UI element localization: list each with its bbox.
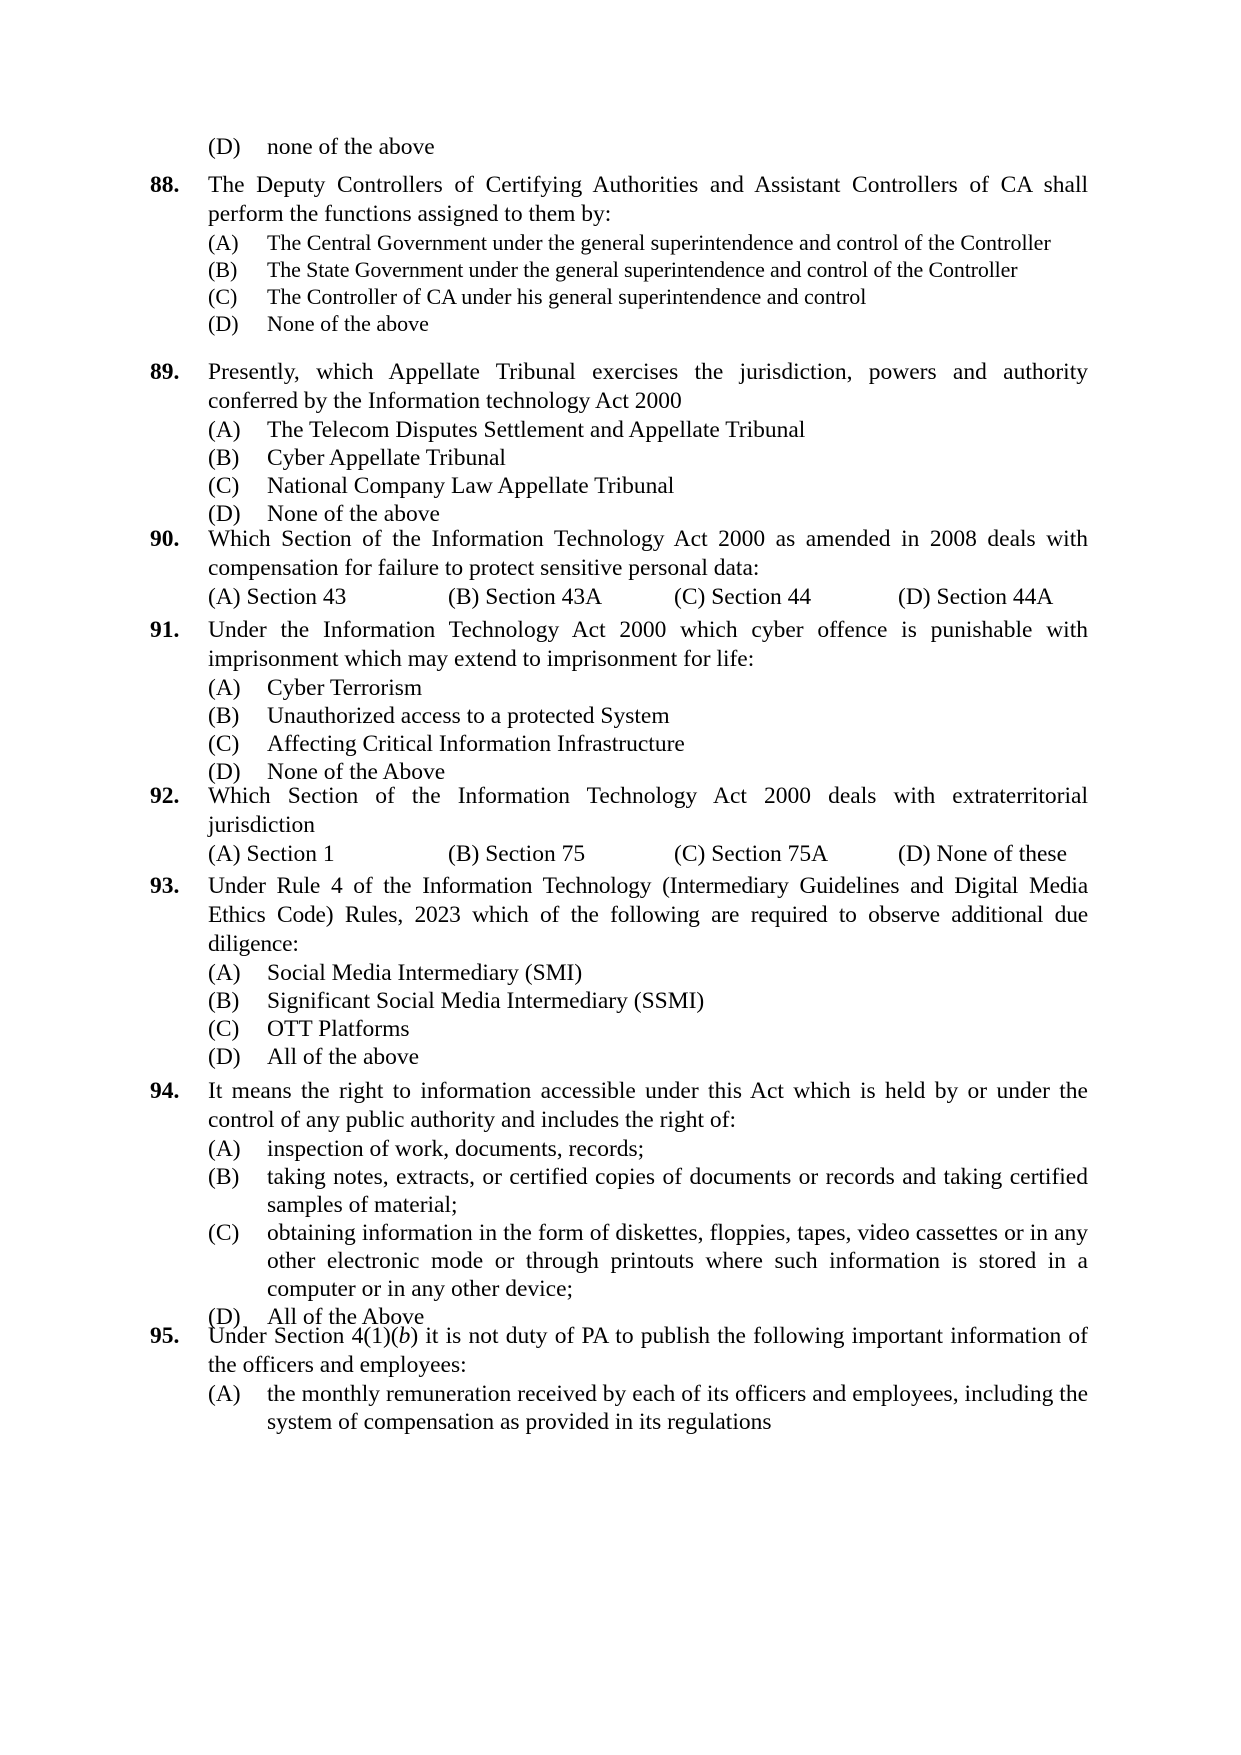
option-a <box>208 1135 1088 1163</box>
option-label: (B) <box>208 1164 240 1190</box>
question-stem: The Deputy Controllers of Certifying Authorities and Assistant Controllers of CA shall perform the functions assigned to them by: <box>208 172 1088 227</box>
option-d <box>208 1043 1088 1071</box>
option-text: National Company Law Appellate Tribunal <box>267 473 675 499</box>
option-b: (B) Section 43A <box>448 584 603 610</box>
option-c: (C) Section 75A <box>674 841 829 867</box>
option-label: (B) <box>208 445 240 471</box>
option-text: All of the Above <box>267 1304 425 1330</box>
option-b: (B) Section 75 <box>448 841 586 867</box>
question-number: 93. <box>150 873 180 899</box>
option-c <box>208 1015 1088 1043</box>
question-number: 95. <box>150 1323 180 1349</box>
option-label: (D) <box>208 501 241 527</box>
options-list <box>208 1135 1088 1331</box>
option-a <box>208 1380 1088 1436</box>
option-b <box>208 987 1088 1015</box>
question-stem: Which Section of the Information Technology Act 2000 deals with extraterritorial jurisdiction <box>208 783 1088 838</box>
question-number: 94. <box>150 1078 180 1104</box>
option-label: (D) <box>208 311 239 336</box>
option-a <box>208 674 1088 702</box>
option-b <box>208 444 1088 472</box>
option-text: None of the Above <box>267 759 446 785</box>
option-label: (D) <box>208 1304 241 1330</box>
carryover-option <box>208 133 1088 162</box>
question-stem: Under Rule 4 of the Information Technology (Intermediary Guidelines and Digital Media Ethics Code) Rules, 2023 which of the following are required to observe additional due diligence: <box>208 873 1088 957</box>
question-number: 90. <box>150 526 180 552</box>
option-label: (C) <box>208 1016 240 1042</box>
question-92 <box>150 782 1088 869</box>
inline-options <box>208 583 1088 612</box>
option-label: (D) <box>208 134 241 160</box>
options-list <box>208 229 1088 337</box>
question-stem: Under the Information Technology Act 2000 which cyber offence is punishable with imprisonment which may extend to imprisonment for life: <box>208 617 1088 672</box>
option-text: None of the above <box>267 311 429 336</box>
options-list <box>208 959 1088 1071</box>
question-95 <box>150 1322 1088 1436</box>
option-label: (A) <box>208 1381 241 1407</box>
option-text: obtaining information in the form of diskettes, floppies, tapes, video cassettes or in any other electronic mode or through printouts where such information is stored in a computer or in any other device; <box>267 1220 1088 1302</box>
option-text: none of the above <box>267 134 435 160</box>
option-a <box>208 416 1088 444</box>
question-number: 89. <box>150 359 180 385</box>
option-a: (A) Section 43 <box>208 584 347 610</box>
option-text: None of the above <box>267 501 440 527</box>
option-text: Affecting Critical Information Infrastructure <box>267 731 685 757</box>
stem-text: Under Section 4(1)( <box>208 1323 399 1349</box>
question-stem: Presently, which Appellate Tribunal exercises the jurisdiction, powers and authority conferred by the Information technology Act 2000 <box>208 359 1088 414</box>
option-b <box>208 1163 1088 1219</box>
question-90 <box>150 525 1088 612</box>
options-list <box>208 416 1088 528</box>
option-label: (B) <box>208 703 240 729</box>
question-88 <box>150 171 1088 337</box>
option-text: Unauthorized access to a protected System <box>267 703 670 729</box>
option-text: The Controller of CA under his general superintendence and control <box>267 284 867 309</box>
option-label: (B) <box>208 988 240 1014</box>
option-c <box>208 283 1088 310</box>
question-94 <box>150 1077 1088 1331</box>
option-label: (A) <box>208 230 239 255</box>
option-text: All of the above <box>267 1044 420 1070</box>
stem-text: ) it is not duty of PA to publish the following important information of the officers and employees: <box>208 1323 1088 1378</box>
option-label: (C) <box>208 731 240 757</box>
inline-options <box>208 840 1088 869</box>
question-91 <box>150 616 1088 786</box>
option-label: (B) <box>208 257 238 282</box>
question-number: 91. <box>150 617 180 643</box>
option-c <box>208 472 1088 500</box>
option-label: (A) <box>208 1136 241 1162</box>
option-label: (C) <box>208 473 240 499</box>
option-text: inspection of work, documents, records; <box>267 1136 645 1162</box>
question-89 <box>150 358 1088 528</box>
option-d: (D) None of these <box>898 841 1068 867</box>
option-text: The Central Government under the general superintendence and control of the Controller <box>267 230 1051 255</box>
option-a <box>208 959 1088 987</box>
option-label: (C) <box>208 284 238 309</box>
option-d: (D) Section 44A <box>898 584 1054 610</box>
option-d <box>208 310 1088 337</box>
option-c <box>208 730 1088 758</box>
option-label: (D) <box>208 1044 241 1070</box>
option-c <box>208 1219 1088 1303</box>
option-c: (C) Section 44 <box>674 584 812 610</box>
option-a <box>208 229 1088 256</box>
options-list <box>208 674 1088 786</box>
option-label: (A) <box>208 675 241 701</box>
option-text: Cyber Appellate Tribunal <box>267 445 506 471</box>
question-stem: Which Section of the Information Technology Act 2000 as amended in 2008 deals with compensation for failure to protect sensitive personal data: <box>208 526 1088 581</box>
question-stem: It means the right to information accessible under this Act which is held by or under the control of any public authority and includes the right of: <box>208 1078 1088 1133</box>
option-label: (A) <box>208 417 241 443</box>
question-number: 88. <box>150 172 180 198</box>
option-text: OTT Platforms <box>267 1016 410 1042</box>
stem-italic: b <box>398 1323 411 1349</box>
option-text: the monthly remuneration received by each of its officers and employees, including the system of compensation as provided in its regulations <box>267 1381 1088 1435</box>
option-text: Cyber Terrorism <box>267 675 423 701</box>
option-label: (D) <box>208 759 241 785</box>
option-text: taking notes, extracts, or certified copies of documents or records and taking certified samples of material; <box>267 1164 1088 1218</box>
option-text: The Telecom Disputes Settlement and Appellate Tribunal <box>267 417 806 443</box>
question-93 <box>150 872 1088 1071</box>
option-label: (A) <box>208 960 241 986</box>
options-list <box>208 1380 1088 1436</box>
option-label: (C) <box>208 1220 240 1246</box>
question-stem <box>208 1322 1088 1380</box>
option-text: The State Government under the general superintendence and control of the Controller <box>267 257 1018 282</box>
question-number: 92. <box>150 783 180 809</box>
option-text: Social Media Intermediary (SMI) <box>267 960 583 986</box>
option-b <box>208 702 1088 730</box>
option-text: Significant Social Media Intermediary (SSMI) <box>267 988 705 1014</box>
option-d <box>208 500 1088 528</box>
option-a: (A) Section 1 <box>208 841 335 867</box>
option-b <box>208 256 1088 283</box>
